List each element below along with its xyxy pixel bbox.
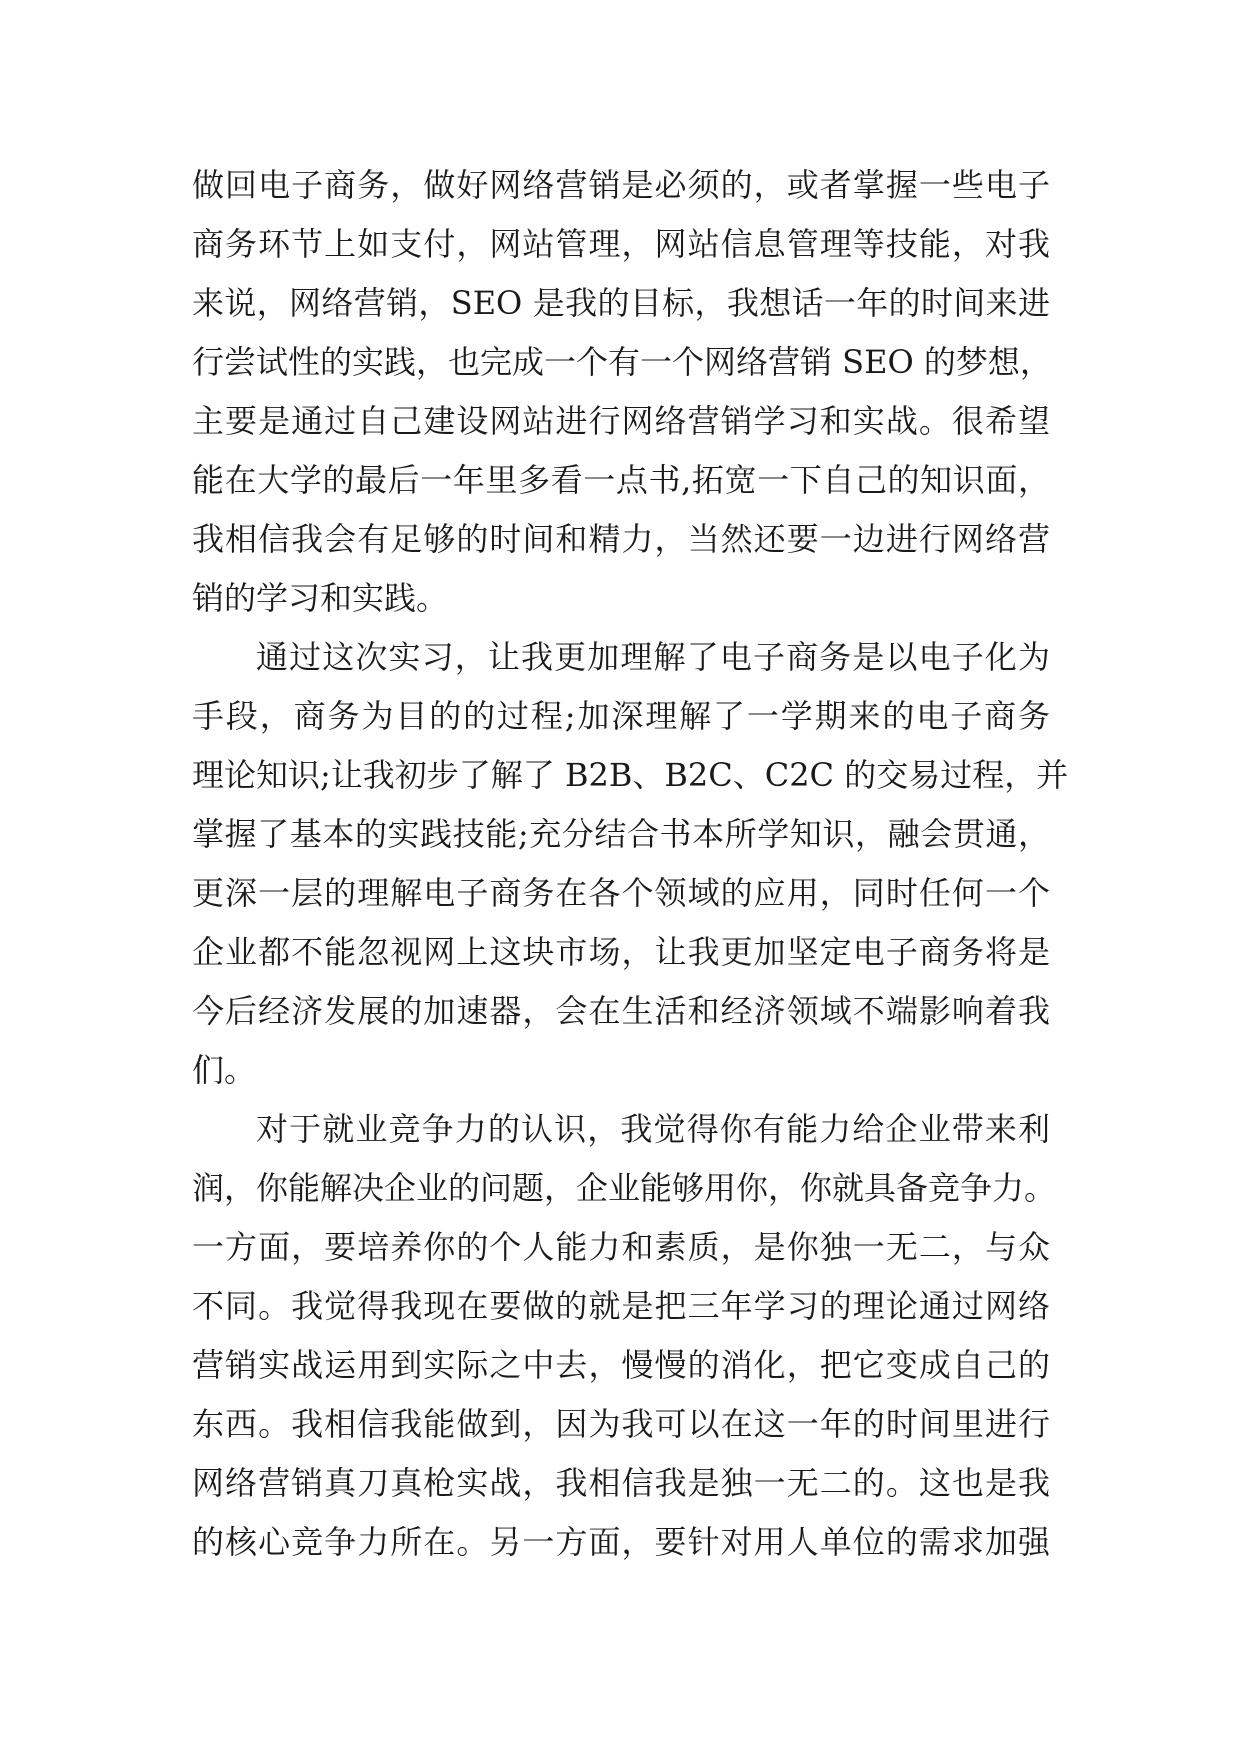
text-line: 做回电子商务，做好网络营销是必须的，或者掌握一些电子 xyxy=(192,166,1050,204)
text-line: 理论知识;让我初步了解了 B2B、B2C、C2C 的交易过程，并 xyxy=(192,756,1069,794)
text-line: 通过这次实习，让我更加理解了电子商务是以电子化为 xyxy=(256,638,1050,676)
text-line: 掌握了基本的实践技能;充分结合书本所学知识，融会贯通， xyxy=(192,815,1050,853)
text-line: 更深一层的理解电子商务在各个领域的应用，同时任何一个 xyxy=(192,874,1050,912)
text-line: 主要是通过自己建设网站进行网络营销学习和实战。很希望 xyxy=(192,402,1050,440)
text-line: 今后经济发展的加速器，会在生活和经济领域不端影响着我 xyxy=(192,992,1050,1030)
text-line: 企业都不能忽视网上这块市场，让我更加坚定电子商务将是 xyxy=(192,933,1050,971)
paragraph-2 xyxy=(192,628,1069,1100)
text-line: 手段，商务为目的的过程;加深理解了一学期来的电子商务 xyxy=(192,697,1050,735)
text-line: 的核心竞争力所在。另一方面，要针对用人单位的需求加强 xyxy=(192,1523,1050,1561)
text-line: 来说，网络营销，SEO 是我的目标，我想话一年的时间来进 xyxy=(192,284,1050,322)
paragraph-1 xyxy=(192,156,1050,628)
document-body xyxy=(192,156,1069,1572)
paragraph-3 xyxy=(192,1100,1057,1572)
text-line: 润，你能解决企业的问题，企业能够用你，你就具备竞争力。 xyxy=(192,1169,1057,1207)
text-line: 东西。我相信我能做到，因为我可以在这一年的时间里进行 xyxy=(192,1405,1050,1443)
text-line: 我相信我会有足够的时间和精力，当然还要一边进行网络营 xyxy=(192,520,1050,558)
text-line: 们。 xyxy=(192,1051,257,1089)
text-line: 不同。我觉得我现在要做的就是把三年学习的理论通过网络 xyxy=(192,1287,1050,1325)
text-line: 网络营销真刀真枪实战，我相信我是独一无二的。这也是我 xyxy=(192,1464,1050,1502)
text-line: 行尝试性的实践，也完成一个有一个网络营销 SEO 的梦想， xyxy=(192,343,1052,381)
text-line: 营销实战运用到实际之中去，慢慢的消化，把它变成自己的 xyxy=(192,1346,1050,1384)
text-line: 能在大学的最后一年里多看一点书,拓宽一下自己的知识面， xyxy=(192,461,1050,499)
text-line: 一方面，要培养你的个人能力和素质，是你独一无二，与众 xyxy=(192,1228,1050,1266)
text-line: 销的学习和实践。 xyxy=(192,579,449,617)
text-line: 商务环节上如支付，网站管理，网站信息管理等技能，对我 xyxy=(192,225,1050,263)
text-line: 对于就业竞争力的认识，我觉得你有能力给企业带来利 xyxy=(256,1110,1050,1148)
